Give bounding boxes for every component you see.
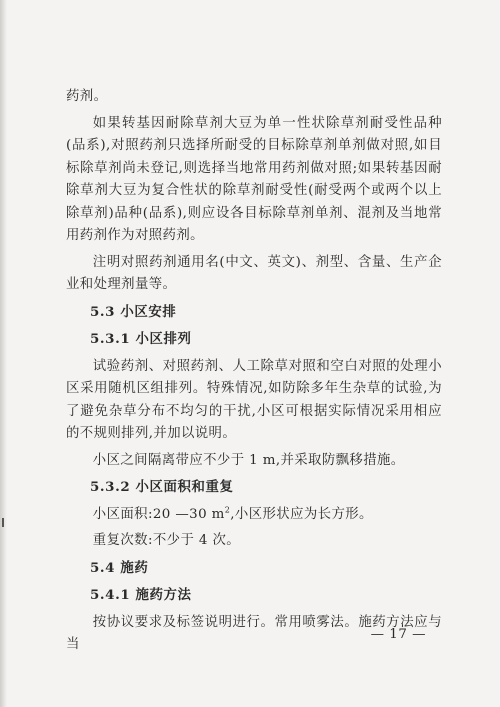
paragraph-replicates: 重复次数:不少于 4 次。 (92, 533, 241, 548)
plot-area-suffix: ,小区形状应为长方形。 (230, 506, 373, 522)
heading-5-4: 5.4 施药 (90, 559, 149, 576)
margin-mark (2, 518, 4, 527)
heading-5-3-2: 5.3.2 小区面积和重复 (90, 479, 234, 495)
plot-area-prefix: 小区面积:20 —30 m (92, 506, 225, 522)
page-edge-shadow (0, 0, 7, 707)
page-number: — 17 — (370, 627, 426, 642)
paragraph-plot-arrangement: 试验药剂、对照药剂、人工除草对照和空白对照的处理小区采用随机区组排列。特殊情况,如防除多年生杂草的试验,为了避免杂草分布不均匀的干扰,小区可根据实际情况采用相应的不规则排列,并加以说明。 (66, 358, 442, 441)
paragraph-application-method: 按协议要求及标签说明进行。常用喷雾法。施药方法应与当 (66, 614, 442, 652)
document-body (66, 86, 442, 661)
paragraph-plot-area (66, 504, 442, 527)
paragraph-control-notes: 注明对照药剂通用名(中文、英文)、剂型、含量、生产企业和处理剂量等。 (66, 254, 442, 292)
paragraph-continued: 药剂。 (66, 89, 108, 104)
paragraph-control-agent: 如果转基因耐除草剂大豆为单一性状除草剂耐受性品种(品系),对照药剂只选择所耐受的目标除草剂单剂做对照,如目标除草剂尚未登记,则选择当地常用药剂做对照;如果转基因耐除草剂大豆为复合性状的除草剂耐受性(耐受两个或两个以上除草剂)品种(品系),则应设各目标除草剂单剂、混剂及当地常用药剂作为对照药剂。 (66, 115, 442, 243)
plot-area-superscript: 2 (224, 505, 231, 515)
paragraph-plot-isolation: 小区之间隔离带应不少于 1 m,并采取防飘移措施。 (92, 452, 405, 468)
heading-5-4-1: 5.4.1 施药方法 (90, 587, 192, 603)
heading-5-3-1: 5.3.1 小区排列 (90, 331, 192, 347)
heading-5-3: 5.3 小区安排 (90, 303, 177, 320)
